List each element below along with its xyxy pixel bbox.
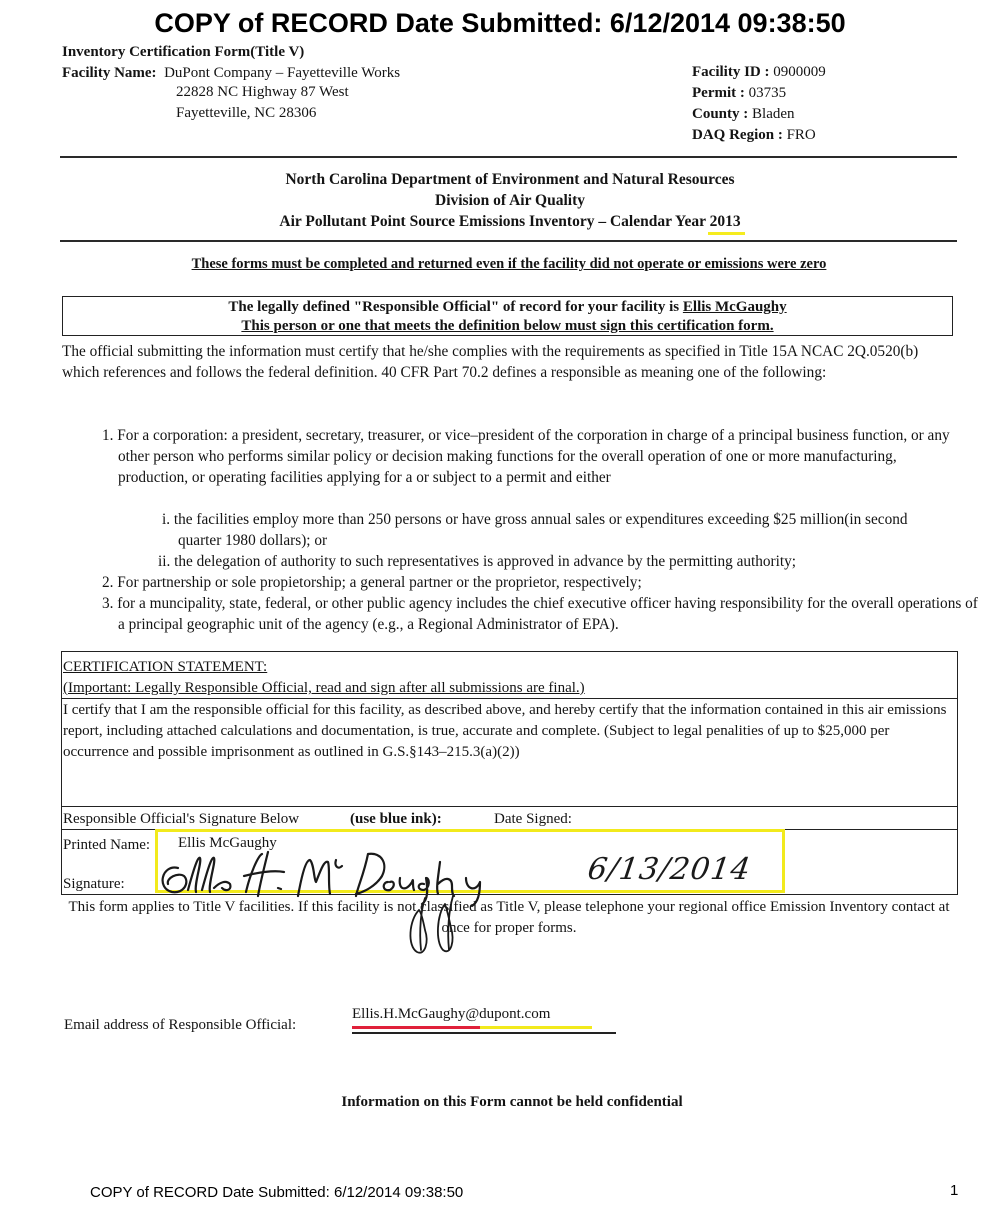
footer-copy-of-record: COPY of RECORD Date Submitted: 6/12/2014 09:38:50 — [90, 1184, 464, 1201]
county-value: Bladen — [752, 106, 795, 122]
responsible-official-box — [62, 296, 953, 336]
daq-region-value: FRO — [786, 127, 816, 143]
certification-heading: CERTIFICATION STATEMENT: — [63, 659, 268, 675]
ro-line2: This person or one that meets the definition below must sign this certification form. — [241, 318, 774, 334]
printed-name-label: Printed Name: — [63, 837, 151, 853]
certification-important-note: (Important: Legally Responsible Official, read and sign after all submissions are final.) — [63, 680, 585, 696]
definition-item-1: 1. For a corporation: a president, secretary, treasurer, or vice–president of the corporation in charge of a principal business function, or any other person who performs similar policy or decision making functions for the overall operation of one or more manufacturing, production, or operating facilities applying for a or subject to a permit and either — [102, 427, 950, 486]
facility-name-label: Facility Name: — [62, 65, 157, 81]
permit-value: 03735 — [748, 85, 787, 101]
table-rule — [62, 698, 957, 699]
facility-block — [62, 42, 400, 84]
definition-item-1-ii: ii. the delegation of authority to such representatives is approved in advance by the permitting authority; — [158, 553, 797, 570]
calendar-year: 2013 — [709, 213, 741, 230]
completion-notice: These forms must be completed and returned even if the facility did not operate or emissions were zero — [191, 256, 827, 272]
daq-region-label: DAQ Region : — [692, 127, 783, 143]
table-rule — [62, 806, 957, 807]
ro-name: Ellis McGaughy — [682, 299, 787, 315]
definition-item-3: 3. for a muncipality, state, federal, or other public agency includes the chief executive officer having responsibility for the overall operations of a principal geographic unit of the agency (e.g., a Regional Administrator of EPA). — [102, 595, 978, 633]
header-prefix: COPY of RECORD Date Submitted: — [154, 8, 610, 38]
intro-paragraph: The official submitting the information must certify that he/she complies with the requirements as specified in Title 15A NCAC 2Q.0520(b) which references and follows the federal definition. 40 CFR Part 70.2 defines a responsible as meaning one of the following: — [62, 343, 919, 381]
header-time: 09:38:50 — [730, 8, 846, 38]
confidential-notice: Information on this Form cannot be held confidential — [341, 1094, 683, 1110]
inventory-title: Air Pollutant Point Source Emissions Inventory – Calendar Year 2013 — [0, 211, 1000, 232]
ro-line1-prefix: The legally defined "Responsible Official" of record for your facility is — [228, 299, 683, 315]
agency-division: Division of Air Quality — [435, 192, 585, 209]
date-signed-label: Date Signed: — [494, 811, 572, 827]
facility-info-block — [692, 62, 826, 146]
definition-item-1-i: i. the facilities employ more than 250 persons or have gross annual sales or expenditures exceeding $25 million(in second quarter 1980 dollars); or — [162, 511, 908, 549]
email-red-underline — [352, 1026, 480, 1029]
facility-id-label: Facility ID : — [692, 64, 770, 80]
email-yellow-underline — [480, 1026, 592, 1029]
form-title: Inventory Certification Form(Title V) — [62, 44, 305, 60]
address-line-1: 22828 NC Highway 87 West — [176, 84, 349, 100]
signature-below-label: Responsible Official's Signature Below — [63, 811, 300, 827]
email-field-line — [352, 1032, 616, 1034]
address-line-2: Fayetteville, NC 28306 — [176, 105, 317, 121]
page-number: 1 — [950, 1182, 959, 1199]
blue-ink-note: (use blue ink): — [350, 811, 442, 827]
certification-statement: I certify that I am the responsible official for this facility, as described above, and hereby certify that the information contained in this air emissions report, including attached calculations and documentation, is true, accurate and complete. (Subject to legal penalities of up to $25,000 per occurrence and possible imprisonment as outlined in G.S.§143–215.3(a)(2)) — [63, 702, 947, 760]
facility-name: DuPont Company – Fayetteville Works — [164, 65, 401, 81]
title-v-footnote: This form applies to Title V facilities. If this facility is not classified as Title V, please telephone your regional office Emission Inventory contact at once for proper forms. — [68, 899, 950, 936]
header-divider — [60, 156, 957, 158]
printed-name-value: Ellis McGaughy — [178, 835, 277, 851]
definition-item-2: 2. For partnership or sole propietorship; a general partner or the proprietor, respectively; — [102, 574, 642, 591]
handwritten-date: 6/13/2014 — [585, 852, 754, 887]
email-label: Email address of Responsible Official: — [64, 1017, 297, 1033]
agency-divider — [60, 240, 957, 242]
copy-of-record-header — [0, 8, 1000, 39]
permit-label: Permit : — [692, 85, 745, 101]
agency-name: North Carolina Department of Environment and Natural Resources — [285, 171, 735, 188]
county-label: County : — [692, 106, 749, 122]
handwritten-initials — [395, 890, 475, 960]
header-date: 6/12/2014 — [609, 8, 731, 38]
facility-id-value: 0900009 — [773, 64, 826, 80]
email-value: Ellis.H.McGaughy@dupont.com — [352, 1006, 551, 1022]
signature-label: Signature: — [63, 876, 125, 892]
